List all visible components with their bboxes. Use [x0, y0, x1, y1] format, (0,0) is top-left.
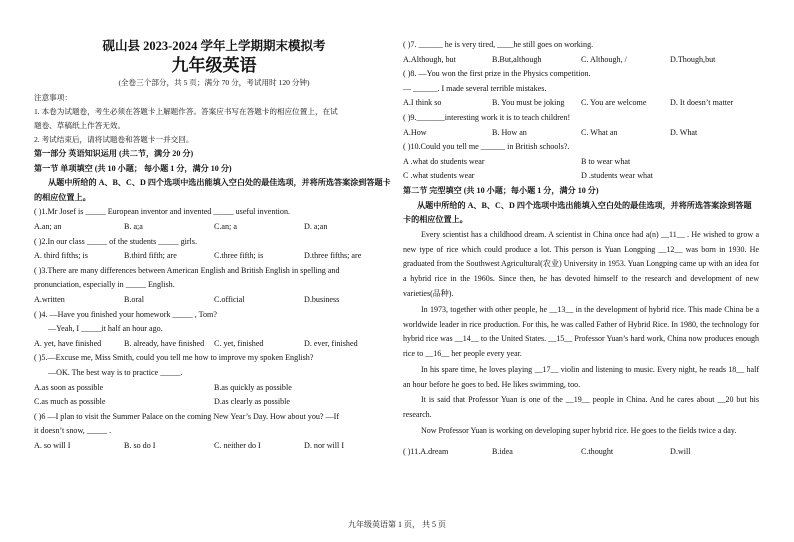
- question-stem: ( )5.—Excuse me, Miss Smith, could you tell me how to improve my spoken English?: [34, 353, 314, 363]
- option: C. What an: [581, 127, 618, 137]
- passage-paragraph: It is said that Professor Yuan is one of the __19__ people in China. And he cares about __20 but his research.: [403, 395, 759, 420]
- option: B. You must be joking: [492, 98, 565, 108]
- notes-heading: 注意事项：: [34, 93, 72, 102]
- question-stem: ( )6 —I plan to visit the Summer Palace on the coming New Year’s Day. How about you? —If: [34, 411, 340, 421]
- question-options: [34, 293, 394, 308]
- subject-title: 九年级英语: [171, 56, 257, 75]
- question-options: [34, 249, 394, 264]
- option: B.oral: [124, 294, 145, 304]
- option: B. so do I: [124, 440, 156, 450]
- question-stem-cont: —Yeah, I _____it half an hour ago.: [48, 324, 163, 334]
- cloze-passage: [403, 228, 759, 439]
- option: D .students wear what: [581, 171, 653, 181]
- question-stem: ( )4. —Have you finished your homework _____ , Tom?: [34, 309, 217, 319]
- option: D.three fifths; are: [304, 251, 362, 261]
- option: D.Though,but: [670, 54, 716, 64]
- option: A.an; an: [34, 221, 62, 231]
- question-stem-cont: —OK. The best way is to practice _____.: [48, 367, 183, 377]
- option: C.official: [214, 294, 245, 304]
- exam-title: 砚山县 2023-2024 学年上学期期末模拟考: [102, 39, 326, 53]
- question-stem: ( )7. ______ he is very tired, ____he still goes on working.: [403, 40, 594, 49]
- option: B.as quickly as possible: [214, 382, 292, 392]
- passage-paragraph: In his spare time, he loves playing __17__ violin and listening to music. Every night, he reads 18__ half an hour before he goes to bed. He likes swimming, too.: [403, 364, 759, 389]
- option: A.I think so: [403, 98, 442, 108]
- note-item: 2. 考试结束后，请将试题卷和答题卡一并交回。: [34, 135, 194, 144]
- option: A. so will I: [34, 440, 71, 450]
- option: D. What: [670, 127, 698, 137]
- option: C .what students wear: [403, 171, 475, 181]
- question-stem-cont: pronunciation, especially in _____ English.: [34, 280, 175, 290]
- question-stem: ( )9._______interesting work it is to teach children!: [403, 112, 571, 122]
- option: D. nor will I: [304, 440, 345, 450]
- passage-paragraph: Every scientist has a childhood dream. A scientist in China once had a(n) __11__ . He wished to grow a new type of rice which could produce a lot. This person is Yuan Longping __12__ was born in 1930. He graduated from the Southwest Agricultural(农业) University in 1953. Yuan Longping came up with an idea for a hybrid rice in the 1960s. Since then, he has devoted himself to the research and development of new varieties(品种).: [403, 229, 759, 298]
- option: ( )11.A.dream: [403, 446, 449, 456]
- note-item: 题卷、草稿纸上作答无效。: [34, 121, 126, 130]
- question-options: [403, 53, 759, 68]
- option: C.thought: [581, 446, 614, 456]
- question-options: [403, 445, 759, 460]
- exam-info: (全卷三个部分，共 5 页；满分 70 分，考试用时 120 分钟): [118, 78, 310, 87]
- passage-paragraph: Now Professor Yuan is working on developing super hybrid rice. He goes to the fields twice a day.: [421, 426, 737, 436]
- option: D.business: [304, 294, 340, 304]
- option: C.as much as possible: [34, 397, 106, 407]
- question-stem: ( )2.In our class _____ of the students _____ girls.: [34, 236, 197, 246]
- note-item: 1. 本卷为试题卷，考生必须在答题卡上解题作答。答案应书写在答题卡的相应位置上，在试: [34, 107, 338, 116]
- part1-heading: 第一部分 英语知识运用 (共二节，满分 20 分): [34, 149, 194, 158]
- question-stem: ( )8. —You won the first prize in the Physics competition.: [403, 69, 591, 79]
- question-options: [403, 96, 759, 111]
- option: D. ever, finished: [304, 338, 358, 348]
- option: A.as soon as possible: [34, 382, 104, 392]
- option: A.Although, but: [403, 54, 456, 64]
- question-stem: ( )1.Mr Josef is _____ European inventor and invented _____ useful invention.: [34, 207, 291, 217]
- right-column: [403, 38, 759, 459]
- option: D. a;an: [304, 221, 328, 231]
- option: A. third fifths; is: [34, 251, 88, 261]
- option: A. yet, have finished: [34, 338, 102, 348]
- option: A .what do students wear: [403, 156, 485, 166]
- option: B to wear what: [581, 156, 631, 166]
- question-stem: ( )3.There are many differences between American English and British English in spelling and: [34, 265, 340, 275]
- option: D.will: [670, 446, 691, 456]
- question-options: [34, 381, 394, 396]
- question-stem-cont: — ______. I made several terrible mistakes.: [403, 83, 547, 93]
- question-options: [403, 126, 759, 141]
- section1-instruction: 从题中所给的 A、B、C、D 四个选项中选出能填入空白处的最佳选项，并将所选答案涂到答题卡的相应位置上。: [34, 178, 391, 202]
- question-stem: ( )10.Could you tell me ______ in British schools?.: [403, 142, 570, 152]
- option: B.third fifth; are: [124, 251, 177, 261]
- option: C.an; a: [214, 221, 237, 231]
- section2-instruction: 从题中所给的 A、B、C、D 四个选项中选出能填入空白处的最佳选项，并将所选答案涂到答题卡的相应位置上。: [403, 200, 752, 225]
- option: D. It doesn’t matter: [670, 98, 734, 108]
- question-options: [403, 155, 759, 170]
- section1-heading: 第一节 单项填空 (共 10 小题； 每小题 1 分，满分 10 分): [34, 163, 232, 173]
- option: B. a;a: [124, 221, 143, 231]
- question-options: [34, 337, 394, 352]
- option: C. You are welcome: [581, 98, 647, 108]
- left-column: [34, 36, 394, 453]
- page-footer: 九年级英语第 1 页， 共 5 页: [348, 520, 446, 529]
- question-stem-cont: it doesn’t snow, _____ .: [34, 426, 112, 436]
- option: C. yet, finished: [214, 338, 264, 348]
- option: A.How: [403, 127, 427, 137]
- option: C. Although, /: [581, 54, 627, 64]
- option: D.as clearly as possible: [214, 397, 290, 407]
- option: C.three fifth; is: [214, 251, 264, 261]
- option: C. neither do I: [214, 440, 261, 450]
- option: B.But,although: [492, 54, 542, 64]
- option: B. How an: [492, 127, 527, 137]
- option: A.written: [34, 294, 65, 304]
- question-options: [34, 439, 394, 454]
- question-options: [403, 169, 759, 184]
- option: B. already, have finished: [124, 338, 205, 348]
- passage-paragraph: In 1973, together with other people, he __13__ in the development of hybrid rice. This made China be a worldwide leader in rice production. For this, he was called Father of Hybrid Rice. In 1980, the technology for hybrid rice was __14__ to the United States. __15__ Professor Yuan’s hard work, China now produces enough rice to __16__ her people every year.: [403, 304, 759, 359]
- question-options: [34, 395, 394, 410]
- option: B.idea: [492, 446, 513, 456]
- section2-heading: 第二节 完型填空 (共 10 小题；每小题 1 分，满分 10 分): [403, 185, 599, 195]
- question-options: [34, 220, 394, 235]
